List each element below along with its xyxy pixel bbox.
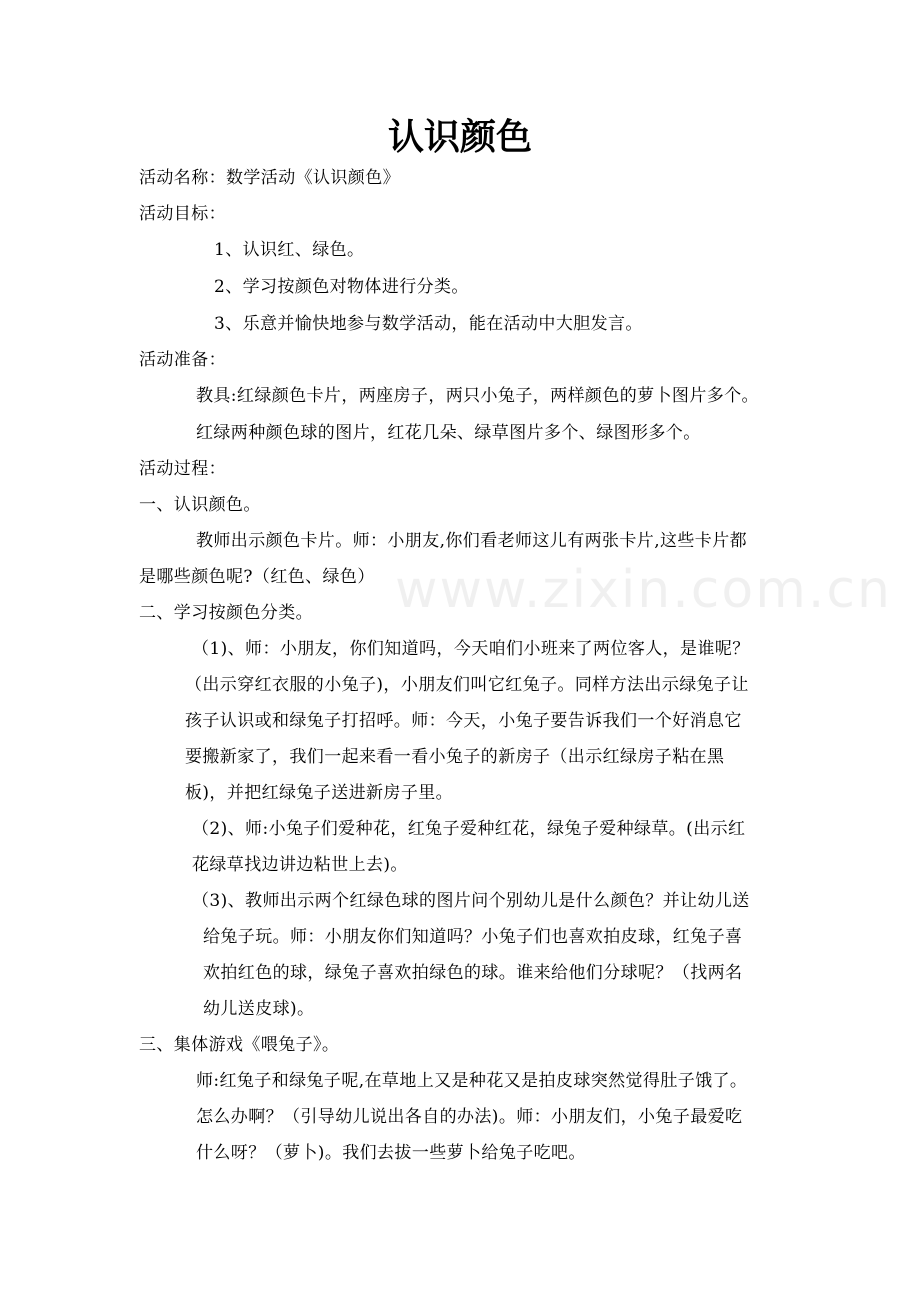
paragraph-line: 给兔子玩。师：小朋友你们知道吗？小兔子们也喜欢拍皮球，红兔子喜: [203, 927, 743, 947]
watermark: www.zixin.com.cn: [395, 560, 892, 620]
paragraph-line: 教师出示颜色卡片。师：小朋友,你们看老师这儿有两张卡片,这些卡片都: [196, 531, 748, 551]
prep-heading: 活动准备：: [139, 350, 226, 370]
goal-item: 3、乐意并愉快地参与数学活动，能在活动中大胆发言。: [214, 314, 643, 334]
paragraph-line: 师:红兔子和绿兔子呢,在草地上又是种花又是拍皮球突然觉得肚子饿了。: [196, 1071, 748, 1091]
goal-item: 2、学习按颜色对物体进行分类。: [214, 277, 469, 297]
paragraph-line: 板)，并把红绿兔子送进新房子里。: [185, 783, 454, 803]
paragraph-line: 幼儿送皮球)。: [203, 999, 315, 1019]
paragraph-line: 孩子认识或和绿兔子打招呼。师：今天，小兔子要告诉我们一个好消息它: [185, 711, 742, 731]
goal-item: 1、认识红、绿色。: [214, 240, 365, 260]
goals-heading: 活动目标：: [139, 204, 226, 224]
process-heading: 活动过程：: [139, 459, 226, 479]
paragraph-line: （1)、师：小朋友，你们知道吗，今天咱们小班来了两位客人，是谁呢？: [192, 639, 750, 659]
paragraph-line: （2)、师:小兔子们爱种花，红兔子爱种红花，绿兔子爱种绿草。(出示红: [192, 819, 746, 839]
paragraph-line: （3)、教师出示两个红绿色球的图片问个别幼儿是什么颜色？并让幼儿送: [192, 891, 750, 911]
paragraph-line: 是哪些颜色呢?（红色、绿色）: [139, 567, 375, 587]
section-heading: 三、集体游戏《喂兔子》。: [139, 1035, 340, 1055]
prep-line: 教具:红绿颜色卡片，两座房子，两只小兔子，两样颜色的萝卜图片多个。: [196, 386, 759, 406]
paragraph-line: 欢拍红色的球，绿兔子喜欢拍绿色的球。谁来给他们分球呢？（找两名: [203, 963, 743, 983]
paragraph-line: 花绿草找边讲边粘世上去)。: [192, 855, 408, 875]
prep-line: 红绿两种颜色球的图片，红花几朵、绿草图片多个、绿图形多个。: [196, 423, 701, 443]
page-title: 认识颜色: [387, 117, 532, 158]
paragraph-line: 要搬新家了，我们一起来看一看小兔子的新房子（出示红绿房子粘在黑: [185, 747, 725, 767]
paragraph-line: 怎么办啊？（引导幼儿说出各自的办法)。师：小朋友们，小兔子最爱吃: [196, 1107, 743, 1127]
paragraph-line: 什么呀？（萝卜)。我们去拔一些萝卜给兔子吃吧。: [196, 1143, 586, 1163]
activity-name: 活动名称：数学活动《认识颜色》: [139, 168, 400, 188]
paragraph-line: （出示穿红衣服的小兔子)，小朋友们叫它红兔子。同样方法出示绿兔子让: [185, 675, 749, 695]
section-heading: 一、认识颜色。: [139, 495, 261, 515]
section-heading: 二、学习按颜色分类。: [139, 603, 313, 623]
